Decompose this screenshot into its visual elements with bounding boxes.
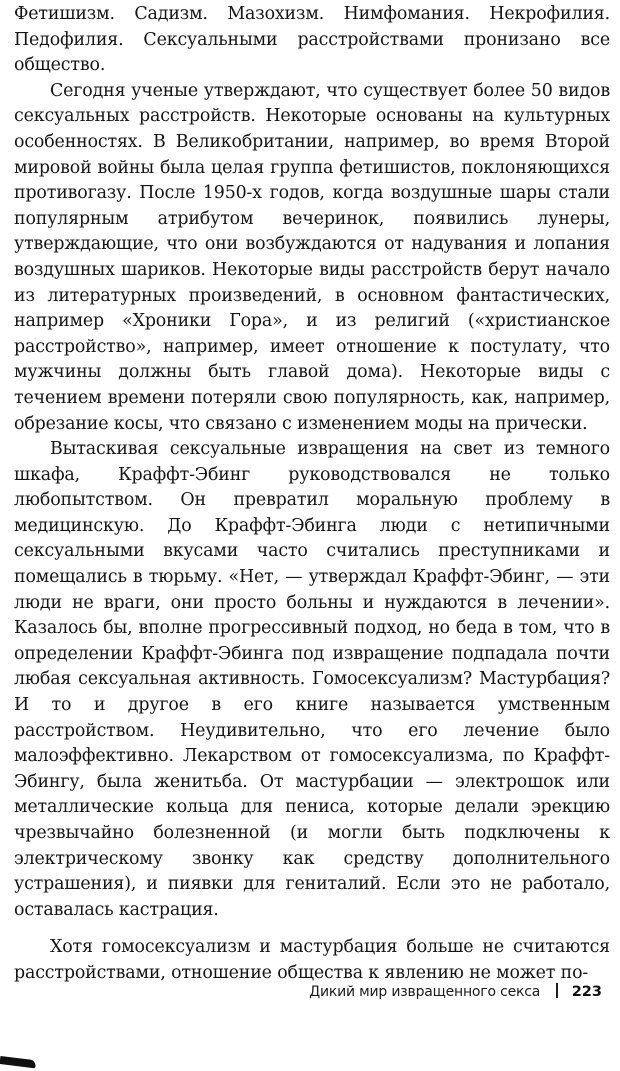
paragraph-krafft-ebing: Вытаскивая сексуальные извращения на свет из темного шкафа, Краффт-Эбинг руководствовался не только любопытством. Он превратил моральную проблему в медицинскую. До Краффт-Эбинга люди с нетипичными сексуальными вкусами часто считались преступниками и помещались в тюрьму. «Нет, — утверждал Краффт-Эбинг, — эти люди не враги, они просто больны и нуждаются в лечении». Казалось бы, вполне прогрессивный подход, но беда в том, что в определении Краффт-Эбинга под извращение подпадала почти любая сексуальная активность. Гомосексуализм? Мастурбация? И то и другое в его книге называется умственным расстройством. Неудивительно, что его лечение было малоэффективно. Лекарством от гомосексуализма, по Краффт-Эбингу, была женитьба. От мастурбации — электрошок или металлические кольца для пениса, которые делали эрекцию чрезвычайно болезненной (и могли быть подключены к электрическому звонку как средству дополнительного устрашения), и пиявки для гениталий. Если это не работало, оставалась кастрация. (14, 439, 610, 920)
paragraph-sexual-disorders: Сегодня ученые утверждают, что существует более 50 видов сексуальных расстройств. Некоторые основаны на культурных особенностях. В Великобритании, например, во время Второй мировой войны была целая группа фетишистов, поклоняющихся противогазу. После 1950-х годов, когда воздушные шары стали популярным атрибутом вечеринок, появились лунеры, утверждающие, что они возбуждаются от надувания и лопания воздушных шариков. Некоторые виды расстройств берут начало из литературных произведений, в основном фантастических, например «Хроники Гора», и из религий («христианское расстройство», например, имеет отношение к постулату, что мужчины должны быть главой дома). Некоторые виды с течением времени потеряли свою популярность, как, например, обрезание косы, что связано с изменением моды на прически. (14, 80, 610, 434)
body-text (14, 2, 610, 987)
running-title: Дикий мир извращенного секса (309, 984, 541, 1000)
scan-edge-mark (0, 1056, 36, 1068)
paragraph-society-attitude: Хотя гомосексуализм и мастурбация больше не считаются расстройствами, отношение общества к явлению не может по- (14, 937, 610, 983)
paragraph-continuation: Фетишизм. Садизм. Мазохизм. Нимфомания. Некрофилия. Педофилия. Сексуальными расстройствами пронизано все общество. (14, 4, 610, 76)
footer-divider (556, 983, 558, 998)
page-footer (0, 981, 602, 1000)
page-number: 223 (571, 984, 602, 1000)
